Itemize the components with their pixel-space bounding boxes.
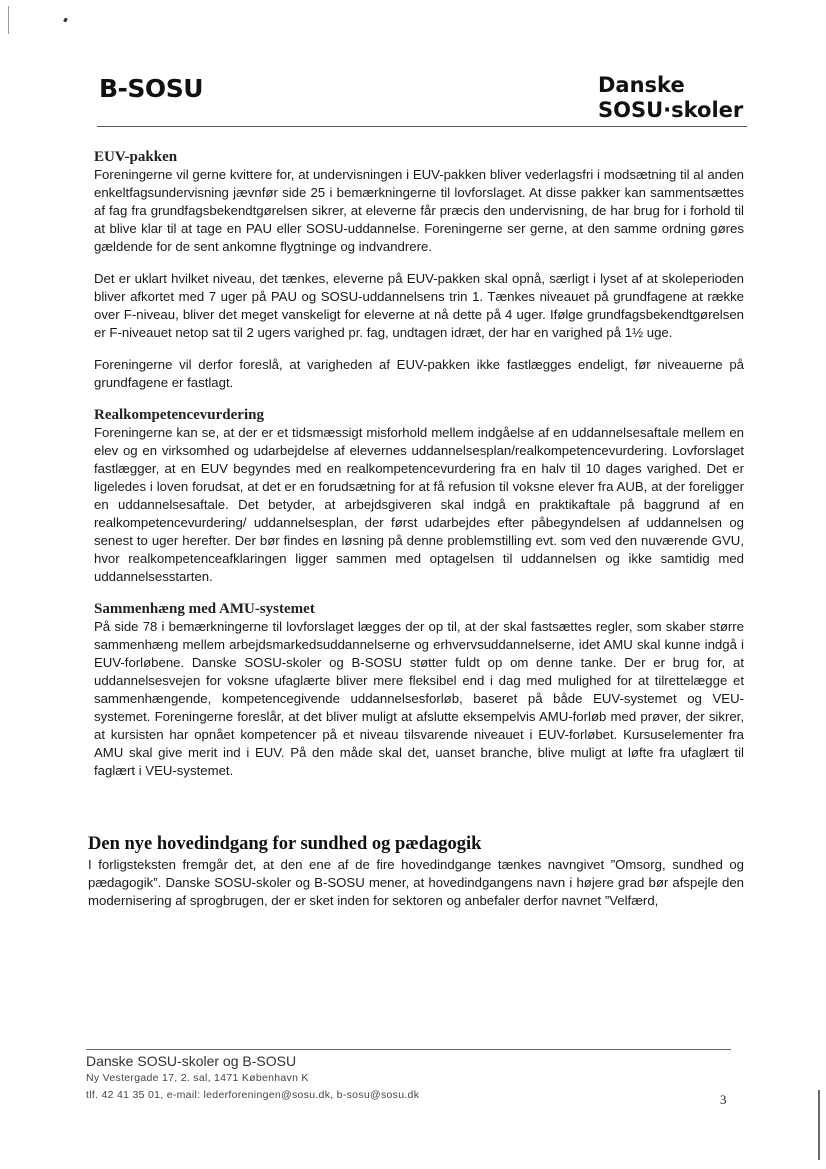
paragraph: På side 78 i bemærkningerne til lovforslaget lægges der op til, at der skal fastsættes regler, som skaber større sammenhæng mellem arbejdsmarkedsuddannelserne og erhvervsuddannelserne, idet AMU skal kunne indgå i EUV-forløbene. Danske SOSU-skoler og B-SOSU støtter fuldt op om denne tanke. Der er brug for, at uddannelsesvejen for voksne ufaglærte bliver mere fleksibel end i dag med mulighed for at tilrettelægge et sammenhængende, kompetencegivende uddannelsesforløb, baseret på både EUV-systemet og VEU-systemet. Foreningerne foreslår, at det bliver muligt at afslutte eksempelvis AMU-forløb med prøver, der sikrer, at kursisten har opnået kompetencer på et niveau tilsvarende niveauet i EUV-forløbet. Kursuselementer fra AMU skal give merit ind i EUV. På den måde skal det, uanset branche, blive muligt at løfte fra ufaglært til faglært i VEU-systemet. (94, 619, 744, 778)
header-divider (97, 126, 747, 127)
logo-line-2: SOSU·skoler (598, 98, 744, 122)
scan-artifact-dot (63, 18, 68, 23)
scan-artifact-line-right (818, 1090, 820, 1160)
paragraph: I forligsteksten fremgår det, at den ene af de fire hovedindgange tænkes navngivet ”Omsorg, sundhed og pædagogik”. Danske SOSU-skoler og B-SOSU mener, at hovedindgangens navn i højere grad bør afspejle den modernisering af sprogbrugen, der er sket inden for sektoren og anbefaler derfor navnet ”Velfærd, (88, 857, 744, 908)
major-heading-hovedindgang: Den nye hovedindgang for sundhed og pædagogik (88, 834, 482, 854)
paragraph: Det er uklart hvilket niveau, det tænkes, eleverne på EUV-pakken skal opnå, særligt i lyset af at skoleperioden bliver afkortet med 7 uger på PAU og SOSU-uddannelsens trin 1. Tænkes niveauet på grundfagene at række over F-niveau, bliver det meget vanskeligt for eleverne at nå dette på 4 uger. Ifølge grundfagsbekendtgørelsen er F-niveauet netop sat til 2 ugers varighed pr. fag, undtagen idræt, der har en varighed på 1½ uge. (94, 271, 744, 340)
section-heading-sammenhaeng-amu: Sammenhæng med AMU-systemet (94, 601, 315, 617)
page-number: 3 (720, 1092, 727, 1107)
b-sosu-logo: B-SOSU (99, 74, 203, 103)
footer-divider (86, 1049, 731, 1050)
footer (86, 1052, 726, 1104)
paragraph: Foreningerne vil gerne kvittere for, at undervisningen i EUV-pakken bliver vederlagsfri i modsætning til al anden enkeltfagsundervisning jævnfør side 25 i bemærkningerne til lovforslaget. At disse pakker kan sammentsættes af fag fra grundfagsbekendtgørelsen sikrer, at eleverne får præcis den undervisning, de har brug for i forhold til at blive klar til at tage en PAU eller SOSU-uddannelse. Foreningerne ser gerne, at den samme ordning gøres gældende for de sent ankomne flygtninge og indvandrere. (94, 167, 744, 254)
scan-artifact-line (8, 6, 9, 34)
section-heading-euv-pakken: EUV-pakken (94, 149, 178, 165)
paragraph: Foreningerne vil derfor foreslå, at varigheden af EUV-pakken ikke fastlægges endeligt, før niveauerne på grundfagene er fastlagt. (94, 357, 744, 390)
paragraph: Foreningerne kan se, at der er et tidsmæssigt misforhold mellem indgåelse af en uddannelsesaftale mellem en elev og en virksomhed og udarbejdelse af elevernes uddannelsesplan/realkompetencevurdering. Lovforslaget fastlægger, at en EUV begyndes med en realkompetencevurdering fra en halv til 10 dages varighed. Det er ligeledes i loven forudsat, at det er en forudsætning for at få refusion til voksne elever fra AUB, at der foreligger en uddannelsesaftale. Det betyder, at arbejdsgiveren skal indgå en praktikaftale på baggrund af en realkompetencevurdering/ uddannelsesplan, der først udarbejdes efter påbegyndelsen af uddannelsen og senest to uger herefter. Der bør findes en løsning på denne problemstilling evt. som ved den nuværende GVU, hvor realkompetenceafklaringen ligger sammen med optagelsen til uddannelsen og ikke samtidig med uddannelsesstarten. (94, 425, 744, 584)
footer-contact: tlf. 42 41 35 01, e-mail: lederforeningen@sosu.dk, b-sosu@sosu.dk (86, 1089, 420, 1101)
footer-org-name: Danske SOSU-skoler og B-SOSU (86, 1053, 297, 1069)
logo-line-1: Danske (598, 73, 685, 97)
danske-sosu-skoler-logo (598, 73, 743, 123)
section-heading-realkompetencevurdering: Realkompetencevurdering (94, 407, 264, 423)
document-body (88, 148, 744, 924)
footer-address: Ny Vestergade 17, 2. sal, 1471 København K (86, 1072, 309, 1084)
